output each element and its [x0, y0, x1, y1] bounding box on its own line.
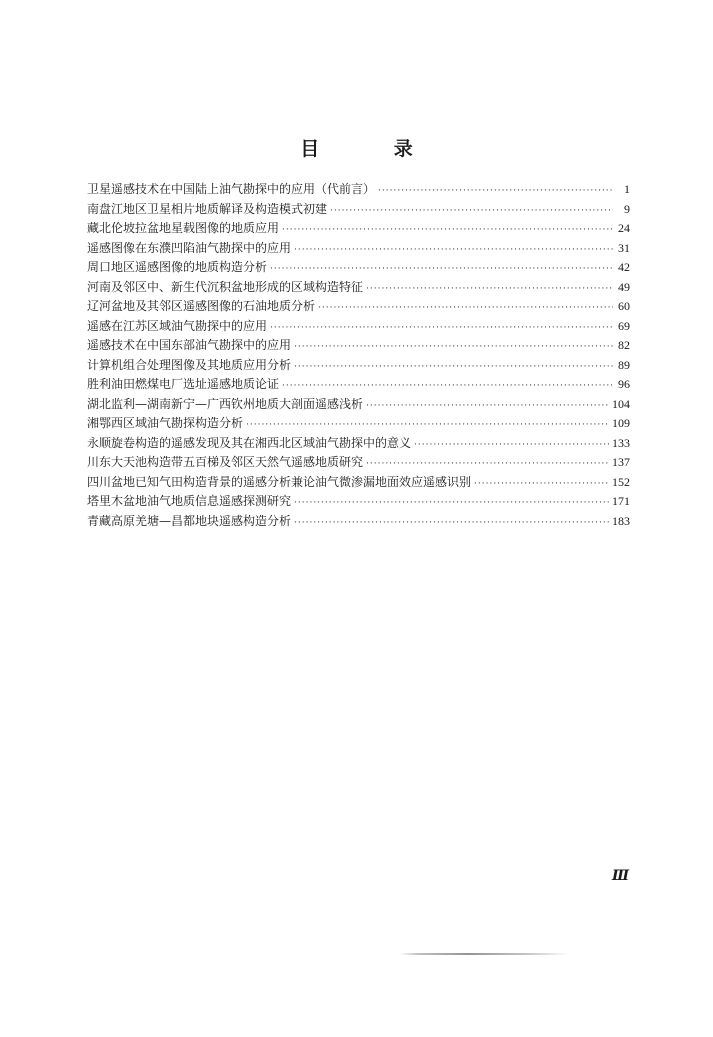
toc-entry-title: 藏北伦坡拉盆地星载图像的地质应用 [87, 221, 280, 235]
toc-entry[interactable] [87, 453, 630, 473]
toc-entry-title: 辽河盆地及其邻区遥感图像的石油地质分析 [87, 299, 316, 313]
toc-entry-title: 川东大天池构造带五百梯及邻区天然气遥感地质研究 [87, 455, 364, 469]
table-of-contents [87, 180, 630, 531]
toc-entry-page: 69 [618, 318, 630, 333]
toc-leader-dots [474, 475, 609, 495]
toc-leader-dots [318, 299, 613, 319]
toc-entry-page: 89 [618, 357, 630, 372]
toc-entry-page: 171 [612, 494, 630, 508]
toc-entry-title: 遥感图像在东濮凹陷油气勘探中的应用 [87, 240, 292, 255]
toc-entry-page: 49 [618, 279, 630, 294]
toc-entry-title: 计算机组合处理图像及其地质应用分析 [87, 357, 292, 372]
toc-entry-page: 104 [612, 396, 630, 411]
toc-entry-page: 9 [624, 201, 630, 216]
toc-leader-dots [282, 221, 613, 241]
toc-entry-title: 南盘江地区卫星相片地质解译及构造模式初建 [87, 201, 328, 216]
toc-entry[interactable] [87, 239, 630, 259]
toc-leader-dots [294, 241, 613, 261]
toc-entry-page: 137 [612, 455, 630, 469]
toc-entry-page: 82 [618, 338, 630, 352]
toc-leader-dots [294, 358, 613, 378]
toc-entry[interactable] [87, 414, 630, 434]
toc-entry-title: 永顺旋卷构造的遥感发现及其在湘西北区域油气勘探中的意义 [87, 435, 412, 450]
scan-artifact-line [400, 953, 570, 955]
toc-entry[interactable] [87, 258, 630, 278]
toc-entry-page: 96 [618, 377, 630, 391]
toc-entry-title: 卫星遥感技术在中国陆上油气勘探中的应用（代前言） [87, 182, 376, 196]
toc-entry-title: 四川盆地已知气田构造背景的遥感分析兼论油气微渗漏地面效应遥感识别 [87, 474, 472, 489]
toc-entry-title: 周口地区遥感图像的地质构造分析 [87, 260, 268, 274]
toc-entry[interactable] [87, 180, 630, 200]
toc-entry[interactable] [87, 512, 630, 532]
toc-leader-dots [294, 494, 609, 514]
toc-entry-page: 1 [624, 182, 630, 196]
toc-entry-page: 42 [618, 260, 630, 274]
toc-entry[interactable] [87, 434, 630, 454]
toc-leader-dots [366, 280, 613, 300]
toc-entry[interactable] [87, 317, 630, 337]
toc-entry[interactable] [87, 356, 630, 376]
toc-entry-title: 河南及邻区中、新生代沉积盆地形成的区域构造特征 [87, 279, 364, 294]
toc-entry-page: 60 [618, 299, 630, 313]
toc-leader-dots [294, 514, 609, 534]
toc-entry[interactable] [87, 336, 630, 356]
toc-entry-page: 109 [612, 416, 630, 430]
toc-entry[interactable] [87, 492, 630, 512]
toc-leader-dots [366, 397, 609, 417]
toc-leader-dots [270, 319, 613, 339]
toc-leader-dots [378, 182, 613, 202]
toc-entry-title: 湘鄂西区域油气勘探构造分析 [87, 416, 244, 430]
toc-entry[interactable] [87, 219, 630, 239]
toc-entry-title: 湖北监利—湖南新宁—广西钦州地质大剖面遥感浅析 [87, 396, 364, 411]
toc-entry-page: 24 [618, 221, 630, 235]
toc-entry-title: 塔里木盆地油气地质信息遥感探测研究 [87, 494, 292, 508]
toc-entry-page: 31 [618, 240, 630, 255]
toc-leader-dots [414, 436, 609, 456]
toc-entry-page: 133 [612, 435, 630, 450]
toc-entry[interactable] [87, 473, 630, 493]
toc-entry-title: 青藏高原羌塘—昌都地块遥感构造分析 [87, 513, 292, 528]
toc-entry[interactable] [87, 297, 630, 317]
toc-entry[interactable] [87, 395, 630, 415]
toc-entry[interactable] [87, 278, 630, 298]
toc-entry[interactable] [87, 375, 630, 395]
toc-entry[interactable] [87, 200, 630, 220]
toc-entry-title: 遥感在江苏区域油气勘探中的应用 [87, 318, 268, 333]
page-title: 目 录 [300, 138, 447, 160]
toc-entry-title: 胜利油田燃煤电厂选址遥感地质论证 [87, 377, 280, 391]
toc-entry-title: 遥感技术在中国东部油气勘探中的应用 [87, 338, 292, 352]
toc-leader-dots [294, 338, 613, 358]
toc-leader-dots [330, 202, 613, 222]
page-number: Ⅲ [612, 869, 630, 884]
toc-entry-page: 152 [612, 474, 630, 489]
toc-entry-page: 183 [612, 513, 630, 528]
